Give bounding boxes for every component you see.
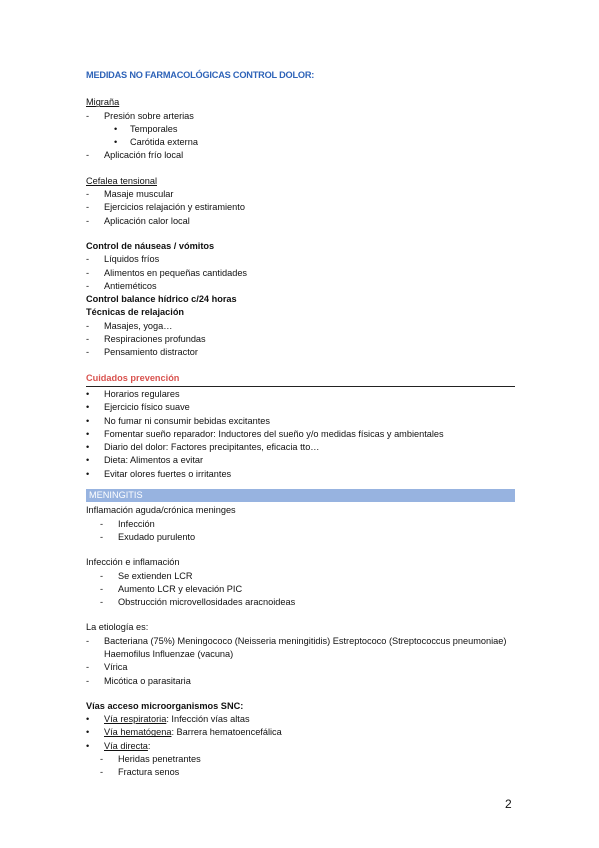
list-item: • Vía respiratoria: Infección vías altas	[86, 714, 250, 725]
list-item: - Masajes, yoga…	[86, 320, 173, 331]
list-item: - Bacteriana (75%) Meningococo (Neisseria meningitidis) Estreptococo (Streptococcus pneumoniae) Haemofilus Influenzae (vacuna)	[86, 635, 507, 659]
list-item: • Temporales	[114, 123, 178, 134]
list-item: - Infección	[100, 518, 155, 529]
list-item: • Dieta: Alimentos a evitar	[86, 455, 204, 466]
meningitis-definition: Inflamación aguda/crónica meninges	[86, 505, 236, 516]
list-item: - Heridas penetrantes	[100, 754, 201, 765]
list-item: • No fumar ni consumir bebidas excitantes	[86, 415, 270, 426]
cefalea-heading: Cefalea tensional	[86, 175, 157, 186]
list-item: • Vía directa:	[86, 740, 151, 751]
nauseas-heading: Control de náuseas / vómitos	[86, 240, 215, 251]
meningitis-heading: MENINGITIS	[86, 489, 515, 502]
list-item: - Aumento LCR y elevación PIC	[100, 583, 243, 594]
etiologia-heading: La etiología es:	[86, 622, 149, 633]
list-item: - Líquidos fríos	[86, 254, 160, 265]
list-item: - Ejercicios relajación y estiramiento	[86, 202, 245, 213]
infeccion-heading: Infección e inflamación	[86, 557, 180, 568]
list-item: - Respiraciones profundas	[86, 334, 206, 345]
list-item: • Carótida externa	[114, 137, 198, 148]
migrana-heading: Migraña	[86, 97, 120, 108]
balance-heading: Control balance hídrico c/24 horas	[86, 294, 237, 305]
list-item: - Alimentos en pequeñas cantidades	[86, 267, 248, 278]
list-item: - Pensamiento distractor	[86, 347, 198, 358]
list-item: - Aplicación calor local	[86, 215, 190, 226]
document-title: MEDIDAS NO FARMACOLÓGICAS CONTROL DOLOR:	[86, 70, 315, 80]
vias-heading: Vías acceso microorganismos SNC:	[86, 700, 244, 711]
page-number: 2	[505, 797, 512, 811]
list-item: - Exudado purulento	[100, 531, 196, 542]
document-page	[86, 69, 516, 780]
list-item: • Diario del dolor: Factores precipitantes, eficacia tto…	[86, 442, 320, 453]
list-item: • Ejercicio físico suave	[86, 402, 190, 413]
list-item: • Vía hematógena: Barrera hematoencefálica	[86, 727, 282, 738]
list-item: - Masaje muscular	[86, 189, 174, 200]
relajacion-heading: Técnicas de relajación	[86, 307, 185, 318]
list-item: - Micótica o parasitaria	[86, 675, 191, 686]
list-item: - Vírica	[86, 662, 128, 673]
list-item: • Horarios regulares	[86, 388, 180, 399]
list-item: - Presión sobre arterias	[86, 110, 194, 121]
list-item: - Aplicación frío local	[86, 150, 184, 161]
list-item: - Fractura senos	[100, 767, 180, 778]
list-item: • Fomentar sueño reparador: Inductores del sueño y/o medidas físicas y ambientales	[86, 428, 444, 439]
cuidados-heading: Cuidados prevención	[86, 372, 515, 387]
list-item: - Obstrucción microvellosidades aracnoideas	[100, 597, 296, 608]
list-item: - Antieméticos	[86, 280, 157, 291]
list-item: - Se extienden LCR	[100, 570, 193, 581]
list-item: • Evitar olores fuertes o irritantes	[86, 468, 232, 479]
